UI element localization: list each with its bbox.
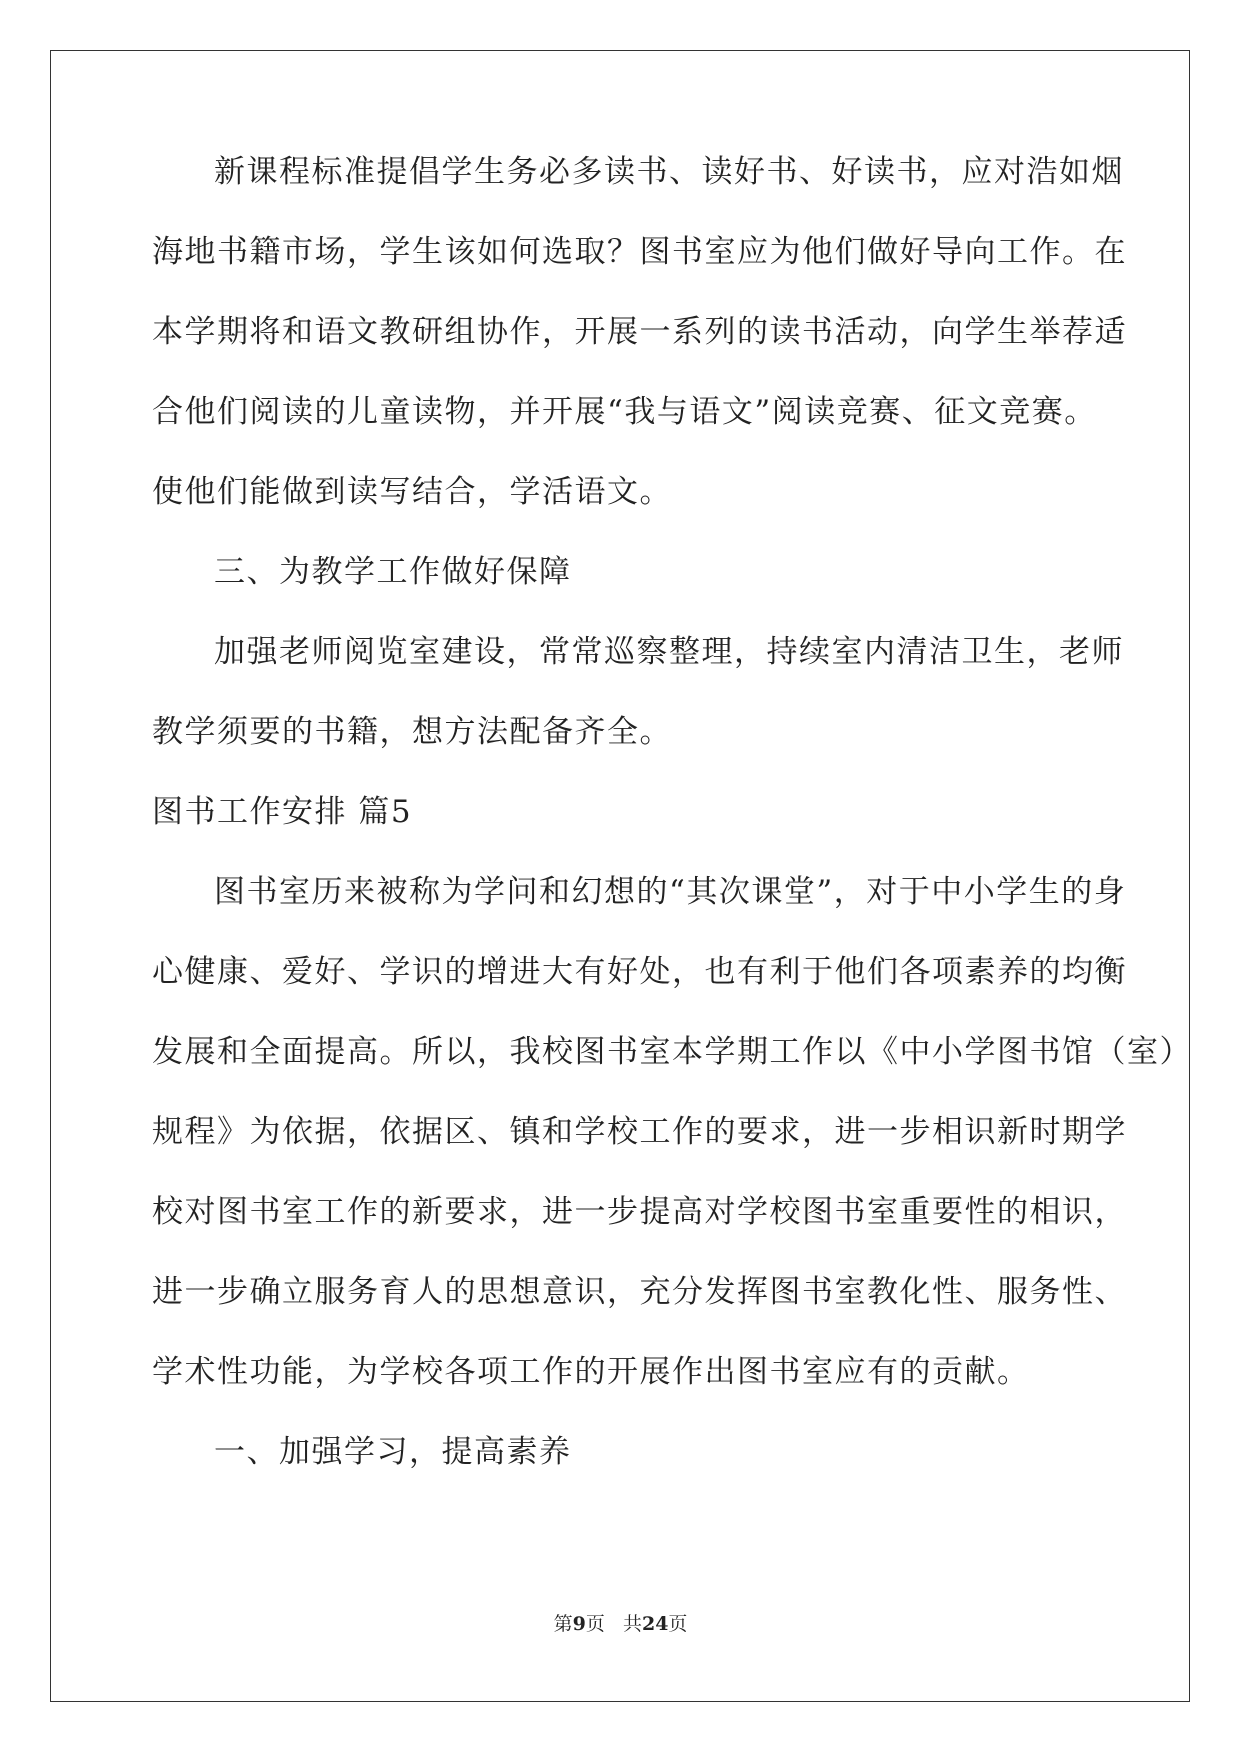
- paragraph-line: 新课程标准提倡学生务必多读书、读好书、好读书，应对浩如烟: [214, 154, 1124, 190]
- total-pages: 24: [641, 1613, 669, 1635]
- page-suffix: 页: [585, 1613, 605, 1635]
- page-footer: [0, 1612, 1241, 1636]
- paragraph-line: 本学期将和语文教研组协作，开展一系列的读书活动，向学生举荐适: [152, 314, 1127, 350]
- paragraph-line: 图书室历来被称为学问和幻想的“其次课堂”，对于中小学生的身: [214, 874, 1127, 910]
- paragraph-line: 教学须要的书籍，想方法配备齐全。: [152, 714, 672, 750]
- section-heading: 三、为教学工作做好保障: [214, 554, 572, 590]
- paragraph-line: 发展和全面提高。所以，我校图书室本学期工作以《中小学图书馆（室）: [152, 1034, 1192, 1070]
- paragraph-line: 合他们阅读的儿童读物，并开展“我与语文”阅读竞赛、征文竞赛。: [152, 394, 1097, 430]
- page-prefix: 第: [553, 1613, 573, 1635]
- paragraph-line: 规程》为依据，依据区、镇和学校工作的要求，进一步相识新时期学: [152, 1114, 1127, 1150]
- paragraph-line: 海地书籍市场，学生该如何选取？图书室应为他们做好导向工作。在: [152, 234, 1127, 270]
- total-suffix: 页: [668, 1613, 688, 1635]
- paragraph-line: 学术性功能，为学校各项工作的开展作出图书室应有的贡献。: [152, 1354, 1030, 1390]
- page-number: 9: [572, 1613, 586, 1635]
- total-prefix: 共: [622, 1613, 642, 1635]
- paragraph-line: 心健康、爱好、学识的增进大有好处，也有利于他们各项素养的均衡: [152, 954, 1127, 990]
- article-title: 图书工作安排 篇5: [152, 794, 413, 830]
- paragraph-line: 校对图书室工作的新要求，进一步提高对学校图书室重要性的相识，: [152, 1194, 1127, 1230]
- paragraph-line: 加强老师阅览室建设，常常巡察整理，持续室内清洁卫生，老师: [214, 634, 1124, 670]
- paragraph-line: 进一步确立服务育人的思想意识，充分发挥图书室教化性、服务性、: [152, 1274, 1127, 1310]
- paragraph-line: 使他们能做到读写结合，学活语文。: [152, 474, 672, 510]
- section-heading: 一、加强学习，提高素养: [214, 1434, 572, 1470]
